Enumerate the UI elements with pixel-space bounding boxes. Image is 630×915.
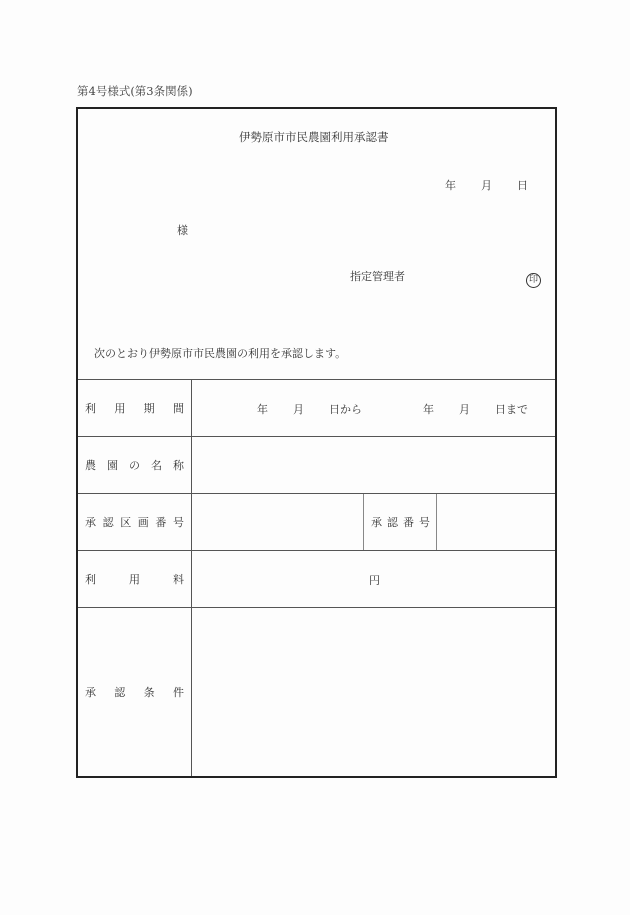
fee-unit: 円 [369, 574, 380, 587]
period-from-year[interactable]: 年 [257, 403, 268, 416]
period-to-day[interactable]: 日まで [495, 403, 528, 416]
label-plot-number: 承 認 区 画 番 号 [85, 516, 184, 529]
period-from-month[interactable]: 月 [293, 403, 304, 416]
usage-fee-field[interactable] [192, 551, 362, 607]
issuer-label: 指定管理者 [350, 270, 405, 283]
addressee-suffix: 様 [177, 224, 188, 237]
label-usage-period: 利 用 期 間 [85, 402, 184, 415]
approval-number-field[interactable] [437, 494, 553, 550]
period-from-day[interactable]: 日から [329, 403, 362, 416]
date-day: 日 [517, 179, 528, 192]
label-approval-number: 承 認 番 号 [371, 516, 430, 529]
plot-number-field[interactable] [192, 494, 363, 550]
date-year: 年 [445, 179, 456, 192]
form-number: 第4号様式(第3条関係) [77, 84, 193, 98]
date-month: 月 [481, 179, 492, 192]
label-approval-conditions: 承 認 条 件 [85, 686, 184, 699]
farm-name-field[interactable] [192, 437, 553, 493]
document-title: 伊勢原市市民農園利用承認書 [239, 130, 389, 144]
period-to-year[interactable]: 年 [423, 403, 434, 416]
period-to-month[interactable]: 月 [459, 403, 470, 416]
approval-conditions-field[interactable] [192, 608, 553, 776]
seal-icon: 印 [526, 267, 541, 288]
label-farm-name: 農 園 の 名 称 [85, 459, 184, 472]
approval-statement: 次のとおり伊勢原市市民農園の利用を承認します。 [94, 347, 347, 360]
label-usage-fee: 利 用 料 [85, 573, 184, 586]
